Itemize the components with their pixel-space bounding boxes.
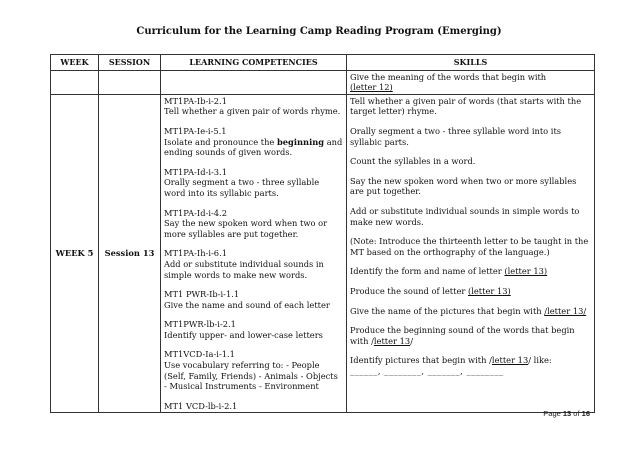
cell-competencies [161,94,347,413]
skill-2: Orally segment a two - three syllable word into its syllabic parts. [350,125,562,147]
skill-10 [350,325,591,346]
competency-text: Identify upper- and lower-case letters [164,329,323,340]
competency-4 [164,208,343,240]
carry-skill-text: Give the meaning of the words that begin with [350,71,547,82]
competency-code: MT1VCD-Ia-i-1.1 [164,349,235,360]
page-label: Page [543,409,563,418]
skill-letter: letter 13 [373,335,411,346]
skill-5: Add or substitute individual sounds in simple words to make new words. [350,205,580,227]
skill-6: (Note: Introduce the thirteenth letter to be taught in the MT based on the orthography of the language.) [350,236,589,257]
skill-1: Tell whether a given pair of words (that starts with the target letter) rhyme. [350,95,582,117]
skill-11 [350,355,591,376]
competency-5 [164,248,343,280]
table-row-week5 [51,94,595,413]
skill-text: Produce the beginning sound of the words that begin with / [350,325,575,346]
cell-carry-skills [347,70,595,94]
header-week: WEEK [51,55,99,71]
competency-1 [164,96,343,117]
skill-letter: letter 13 [491,355,529,366]
competency-code: MT1PA-Id-i-3.1 [164,166,227,177]
header-session: SESSION [99,55,161,71]
competency-6 [164,289,343,310]
competency-code: MT1PA-Ib-i-2.1 [164,95,227,106]
competency-code: MT1 PWR-Ib-i-1.1 [164,289,240,300]
skill-text-end: / like: [528,355,552,366]
competency-text-part: and ending sounds of given words. [164,136,343,158]
document-title: Curriculum for the Learning Camp Reading Program (Emerging) [136,26,502,37]
skill-3: Count the syllables in a word. [350,156,476,167]
cell-empty-session [99,70,161,94]
page-number: 13 [562,409,572,418]
page-footer [543,409,590,418]
competency-text: Add or substitute individual sounds in simple words to make new words. [164,258,324,280]
competency-code: MT1PWR-lb-i-2.1 [164,319,236,330]
cell-skills [347,94,595,413]
skill-8 [350,286,591,297]
competency-text: Give the name and sound of each letter [164,299,330,310]
table-row-continued [51,70,595,94]
competency-text: Use vocabulary referring to: - People (Self, Family, Friends) - Animals - Objects - Musical Instruments - Environment [164,360,338,392]
curriculum-table [50,54,595,413]
cell-session: Session 13 [99,94,161,413]
page-total: 16 [581,409,590,418]
competency-text: Say the new spoken word when two or more syllables are put together. [164,218,328,239]
skill-9 [350,306,591,317]
competency-9 [164,401,343,412]
competency-3 [164,167,343,199]
competency-text: Tell whether a given pair of words rhyme. [164,106,341,117]
carry-skill-letter: (letter 12) [350,82,393,93]
skill-text: Produce the sound of letter [350,285,468,296]
competency-2 [164,126,343,158]
competency-code: MT1PA-Ih-i-6.1 [164,248,228,259]
skill-text-end: / [410,335,413,346]
answer-blanks: ______, ________, _______, ________ [350,365,504,376]
header-skills: SKILLS [347,55,595,71]
skill-text: Give the name of the pictures that begin with [350,305,545,316]
skill-letter: /letter 13/ [544,305,587,316]
competency-bold-word: beginning [276,136,325,147]
competency-code: MT1 VCD-lb-i-2.1 [164,400,238,411]
cell-empty-week [51,70,99,94]
competency-text-part: Isolate and pronounce the [164,136,277,147]
competency-7 [164,319,343,340]
competency-text [164,137,342,158]
skill-text: Identify the form and name of letter [350,266,505,277]
cell-empty-competencies [161,70,347,94]
cell-week: WEEK 5 [51,94,99,413]
competency-code: MT1PA-Ie-i-5.1 [164,125,227,136]
skill-letter: (letter 13) [467,285,511,296]
page-of-label: of [571,409,582,418]
competency-text: Orally segment a two - three syllable word into its syllabic parts. [164,177,320,198]
skill-text: Identify pictures that begin with / [350,355,492,366]
competency-8 [164,349,343,391]
competency-code: MT1PA-Id-i-4.2 [164,207,227,218]
skill-letter: (letter 13) [504,266,548,277]
header-competencies: LEARNING COMPETENCIES [161,55,347,71]
skill-4: Say the new spoken word when two or more syllables are put together. [350,175,577,197]
skill-7 [350,266,591,277]
table-header-row [51,55,595,71]
